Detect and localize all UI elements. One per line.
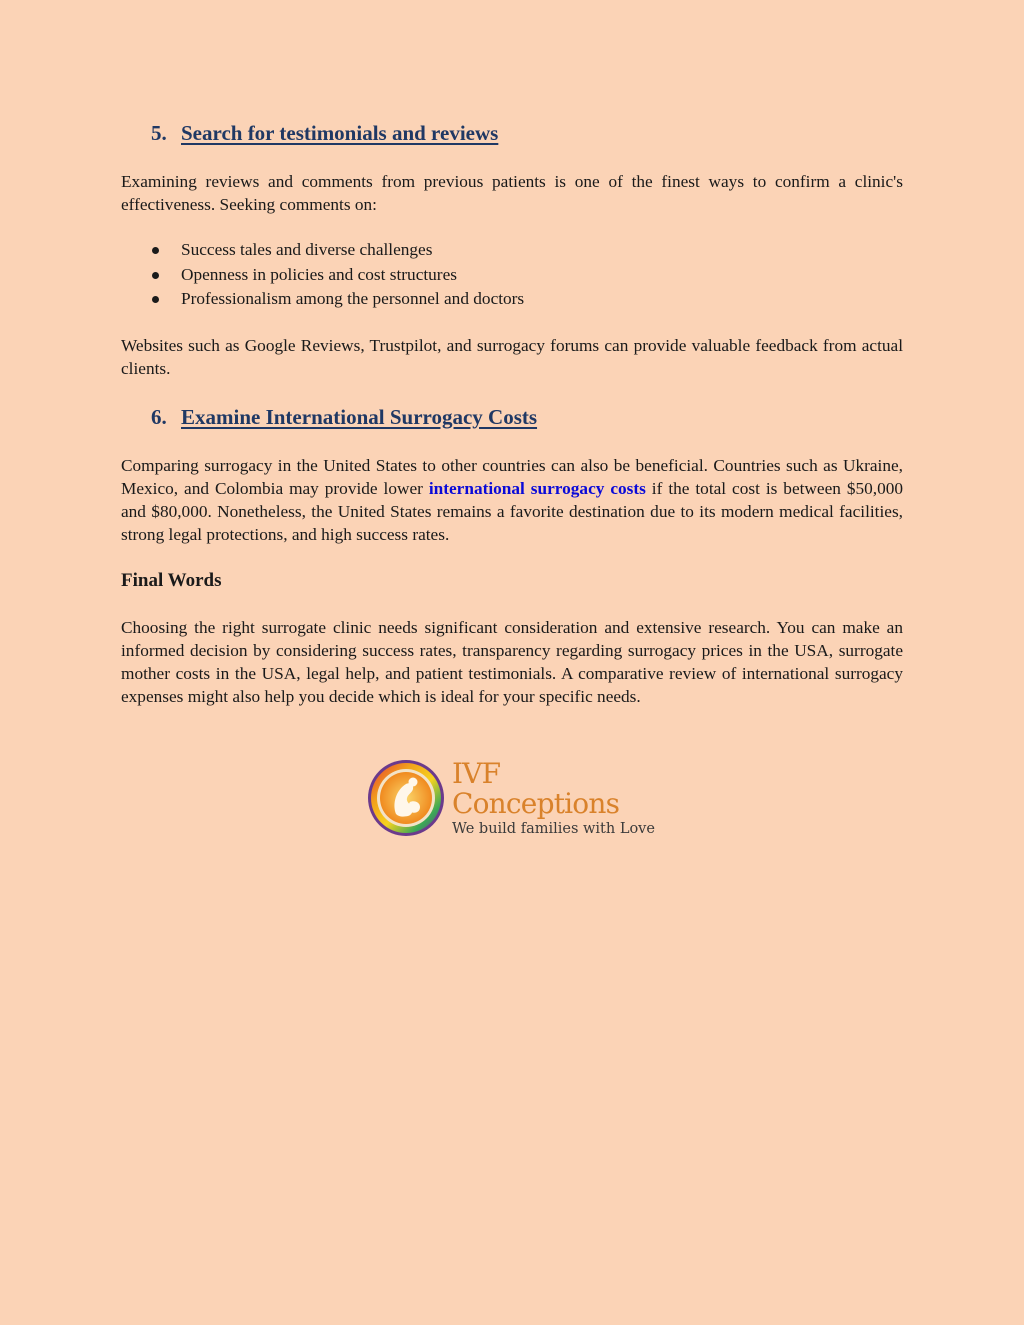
logo-text [452,756,666,838]
list-item: Professionalism among the personnel and doctors [121,287,903,312]
section-6-text-before-link: Comparing surrogacy in the United States to other countries can also be beneficial. Countries such as Ukraine, Mexico, and Colombia may provide lower [121,455,903,498]
final-words-heading: Final Words [121,569,222,591]
section-6-title: Examine International Surrogacy Costs [181,404,538,429]
section-5-outro: Websites such as Google Reviews, Trustpilot, and surrogacy forums can provide valuable feedback from actual clients. [121,335,903,378]
mother-child-emblem-icon [366,758,446,838]
document-content [121,118,903,730]
list-item: Success tales and diverse challenges [121,238,903,263]
section-6-number: 6. [151,404,167,429]
section-6-heading [151,402,903,432]
section-5-number: 5. [151,121,167,145]
section-5-title: Search for testimonials and reviews [181,121,499,145]
section-5-heading [151,118,903,148]
list-item: Openness in policies and cost structures [121,263,903,288]
logo-name: IVF Conceptions [452,756,620,820]
international-surrogacy-costs-link[interactable]: international surrogacy costs [428,478,646,498]
ivf-conceptions-logo [366,756,666,840]
section-6-text-after-link: if the total cost is between $50,000 and $80,000. Nonetheless, the United States remains a favorite destination due to its modern medical facilities, strong legal protections, and high success rates. [121,478,903,544]
final-words-paragraph: Choosing the right surrogate clinic needs significant consideration and extensive research. You can make an informed decision by considering success rates, transparency regarding surrogacy prices in the USA, surrogate mother costs in the USA, legal help, and patient testimonials. A comparative review of international surrogacy expenses might also help you decide which is ideal for your specific needs. [121,617,903,706]
section-5-bullet-list [121,238,903,312]
logo-tagline: We build families with Love [452,820,655,837]
section-6-paragraph [121,454,903,546]
section-5-intro: Examining reviews and comments from previous patients is one of the finest ways to confirm a clinic's effectiveness. Seeking comments on: [121,172,903,214]
